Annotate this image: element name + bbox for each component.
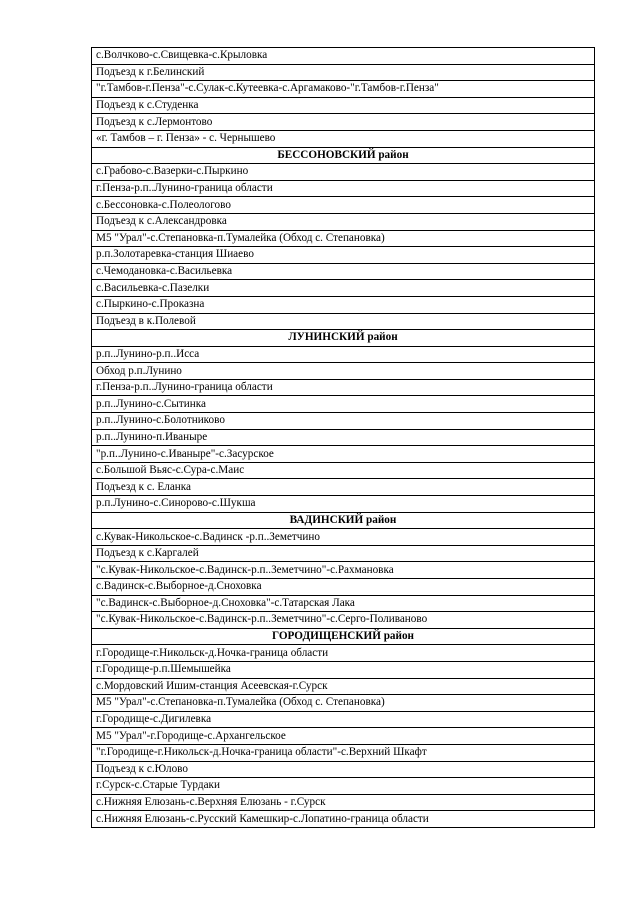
- table-row: [92, 197, 595, 214]
- district-name-cell: ВАДИНСКИЙ район: [92, 512, 595, 529]
- table-row: [92, 64, 595, 81]
- road-name-cell: Подъезд в к.Полевой: [92, 313, 595, 330]
- road-name-cell: Обход р.п.Лунино: [92, 363, 595, 380]
- road-name-cell: с.Большой Вьяс-с.Сура-с.Маис: [92, 462, 595, 479]
- table-row: [92, 678, 595, 695]
- road-name-cell: с.Пыркино-с.Проказна: [92, 296, 595, 313]
- table-row: [92, 247, 595, 264]
- road-name-cell: Подъезд к с.Юлово: [92, 761, 595, 778]
- road-name-cell: с.Бессоновка-с.Полеологово: [92, 197, 595, 214]
- table-row: [92, 97, 595, 114]
- road-name-cell: М5 "Урал"-г.Городище-с.Архангельское: [92, 728, 595, 745]
- table-row: [92, 778, 595, 795]
- road-name-cell: "г.Городище-г.Никольск-д.Ночка-граница области"-с.Верхний Шкафт: [92, 744, 595, 761]
- road-name-cell: г.Городище-р.п.Шемышейка: [92, 661, 595, 678]
- table-row: [92, 213, 595, 230]
- road-name-cell: Подъезд к с.Студенка: [92, 97, 595, 114]
- district-name-cell: ЛУНИНСКИЙ район: [92, 330, 595, 347]
- road-name-cell: р.п..Лунино-р.п..Исса: [92, 346, 595, 363]
- table-row: [92, 346, 595, 363]
- road-name-cell: Подъезд к с.Александровка: [92, 213, 595, 230]
- table-row: [92, 711, 595, 728]
- road-name-cell: Подъезд к с.Каргалей: [92, 545, 595, 562]
- road-name-cell: г.Пенза-р.п..Лунино-граница области: [92, 379, 595, 396]
- table-row: [92, 363, 595, 380]
- table-row: [92, 313, 595, 330]
- table-row: [92, 661, 595, 678]
- road-name-cell: "р.п..Лунино-с.Иваныре"-с.Засурское: [92, 446, 595, 463]
- road-name-cell: с.Васильевка-с.Пазелки: [92, 280, 595, 297]
- table-row: [92, 645, 595, 662]
- table-row: [92, 744, 595, 761]
- table-row: [92, 595, 595, 612]
- table-row: [92, 794, 595, 811]
- road-name-cell: "с.Кувак-Никольское-с.Вадинск-р.п..Земетчино"-с.Серго-Поливаново: [92, 612, 595, 629]
- table-row: [92, 180, 595, 197]
- district-header-row: [92, 147, 595, 164]
- road-name-cell: "с.Вадинск-с.Выборное-д.Сноховка"-с.Татарская Лака: [92, 595, 595, 612]
- road-name-cell: г.Сурск-с.Старые Турдаки: [92, 778, 595, 795]
- table-row: [92, 280, 595, 297]
- table-row: [92, 761, 595, 778]
- road-name-cell: "г.Тамбов-г.Пенза"-с.Сулак-с.Кутеевка-с.Аргамаково-"г.Тамбов-г.Пенза": [92, 81, 595, 98]
- road-name-cell: М5 "Урал"-с.Степановка-п.Тумалейка (Обход с. Степановка): [92, 695, 595, 712]
- table-row: [92, 429, 595, 446]
- table-row: [92, 545, 595, 562]
- table-row: [92, 230, 595, 247]
- district-header-row: [92, 512, 595, 529]
- road-name-cell: с.Кувак-Никольское-с.Вадинск -р.п..Земетчино: [92, 529, 595, 546]
- table-row: [92, 379, 595, 396]
- table-row: [92, 612, 595, 629]
- road-name-cell: "с.Кувак-Никольское-с.Вадинск-р.п..Земетчино"-с.Рахмановка: [92, 562, 595, 579]
- road-name-cell: Подъезд к с.Лермонтово: [92, 114, 595, 131]
- table-row: [92, 296, 595, 313]
- road-name-cell: с.Нижняя Елюзань-с.Русский Камешкир-с.Лопатино-граница области: [92, 811, 595, 828]
- road-name-cell: с.Вадинск-с.Выборное-д.Сноховка: [92, 579, 595, 596]
- road-name-cell: г.Пенза-р.п..Лунино-граница области: [92, 180, 595, 197]
- road-name-cell: г.Городище-с.Дигилевка: [92, 711, 595, 728]
- road-name-cell: с.Грабово-с.Вазерки-с.Пыркино: [92, 164, 595, 181]
- road-name-cell: р.п.Золотаревка-станция Шиаево: [92, 247, 595, 264]
- road-name-cell: г.Городище-г.Никольск-д.Ночка-граница области: [92, 645, 595, 662]
- table-row: [92, 728, 595, 745]
- table-row: [92, 479, 595, 496]
- road-name-cell: с.Нижняя Елюзань-с.Верхняя Елюзань - г.Сурск: [92, 794, 595, 811]
- road-name-cell: с.Чемодановка-с.Васильевка: [92, 263, 595, 280]
- road-name-cell: р.п.Лунино-с.Синорово-с.Шукша: [92, 496, 595, 513]
- district-name-cell: ГОРОДИЩЕНСКИЙ район: [92, 628, 595, 645]
- table-row: [92, 529, 595, 546]
- table-row: [92, 396, 595, 413]
- table-row: [92, 114, 595, 131]
- table-row: [92, 562, 595, 579]
- district-header-row: [92, 628, 595, 645]
- table-row: [92, 579, 595, 596]
- road-list-body: [92, 48, 595, 828]
- road-name-cell: р.п..Лунино-с.Сытинка: [92, 396, 595, 413]
- table-row: [92, 130, 595, 147]
- table-row: [92, 446, 595, 463]
- table-row: [92, 164, 595, 181]
- table-row: [92, 81, 595, 98]
- district-name-cell: БЕССОНОВСКИЙ район: [92, 147, 595, 164]
- road-name-cell: с.Мордовский Ишим-станция Асеевская-г.Сурск: [92, 678, 595, 695]
- table-row: [92, 695, 595, 712]
- road-name-cell: р.п..Лунино-п.Иваныре: [92, 429, 595, 446]
- road-name-cell: с.Волчково-с.Свищевка-с.Крыловка: [92, 48, 595, 65]
- road-list-table: [91, 47, 595, 828]
- road-name-cell: Подъезд к с. Еланка: [92, 479, 595, 496]
- table-row: [92, 496, 595, 513]
- district-header-row: [92, 330, 595, 347]
- road-name-cell: Подъезд к г.Белинский: [92, 64, 595, 81]
- table-row: [92, 462, 595, 479]
- table-row: [92, 811, 595, 828]
- table-row: [92, 48, 595, 65]
- table-row: [92, 263, 595, 280]
- table-row: [92, 413, 595, 430]
- road-name-cell: «г. Тамбов – г. Пенза» - с. Чернышево: [92, 130, 595, 147]
- road-name-cell: М5 "Урал"-с.Степановка-п.Тумалейка (Обход с. Степановка): [92, 230, 595, 247]
- road-name-cell: р.п..Лунино-с.Болотниково: [92, 413, 595, 430]
